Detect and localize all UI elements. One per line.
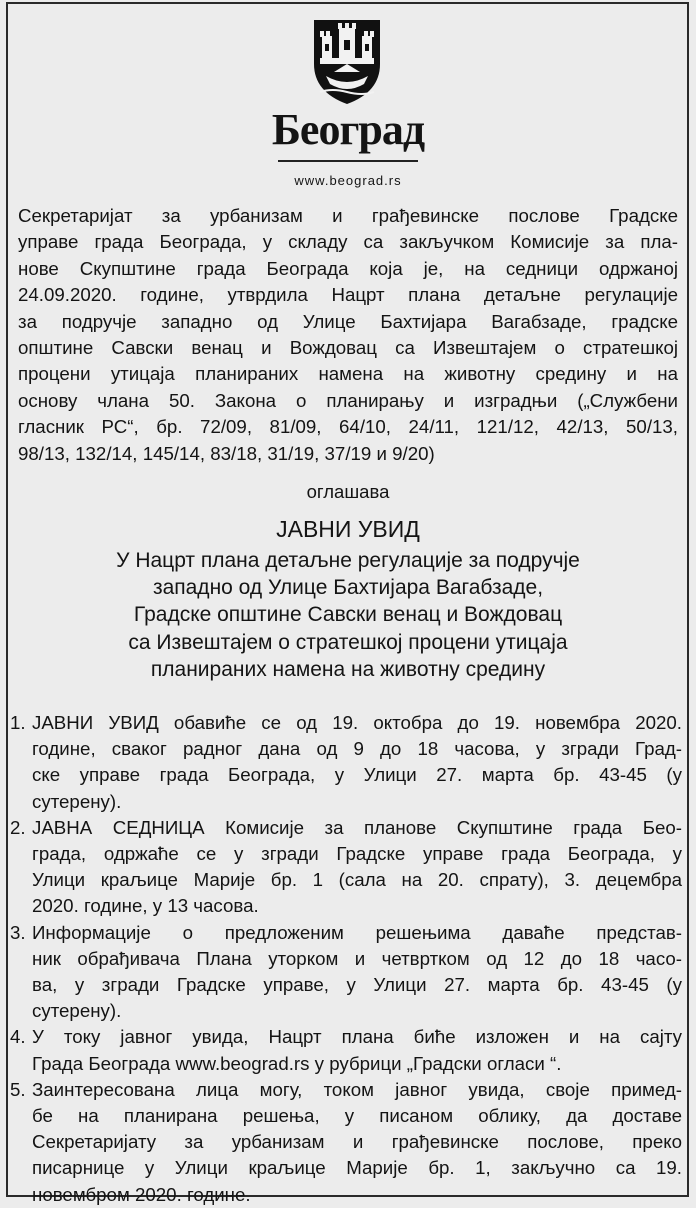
item-number: 2. — [10, 816, 26, 838]
subtitle-line: У Нацрт плана детаљне регулације за подручје — [116, 549, 580, 572]
item-line: Секретаријату за урбанизам и грађевинске послове, преко — [32, 1131, 682, 1153]
intro-line: управе града Београда, у складу са закључком Комисије за пла- — [18, 231, 678, 253]
list-item — [10, 920, 682, 1025]
notice-title: ЈАВНИ УВИД — [276, 516, 420, 542]
item-line: ва, у згради Градске управе, у Улици 27. марта бр. 43-45 (у — [32, 974, 682, 996]
list-item — [10, 710, 682, 815]
intro-paragraph — [18, 203, 678, 467]
item-line: новембром 2020. године. — [32, 1183, 251, 1205]
subtitle-line: са Извештајем о стратешкој процени утицаја — [128, 630, 568, 654]
item-line: Улици краљице Марије бр. 1 (сала на 20. спрату), 3. децембра — [32, 869, 682, 891]
item-line: Заинтересована лица могу, током јавног увида, своје примед- — [32, 1078, 682, 1100]
item-number: 1. — [10, 712, 26, 733]
notice-items-list — [10, 710, 682, 1208]
list-item — [10, 1024, 682, 1076]
item-line: сутерену). — [32, 790, 122, 812]
list-item — [10, 1077, 682, 1208]
intro-line: гласник РС“, бр. 72/09, 81/09, 64/10, 24/11, 121/12, 42/13, 50/13, — [18, 416, 678, 438]
subtitle-line: западно од Улице Бахтијара Вагабзаде, — [152, 576, 544, 600]
item-line: ЈАВНА СЕДНИЦА Комисије за планове Скупштине града Бео- — [32, 816, 682, 838]
intro-line: 24.09.2020. године, утврдила Нацрт плана детаљне регулације — [18, 284, 678, 306]
item-line: града, одржаће се у згради Градске управе града Београда, у — [32, 843, 682, 865]
item-number: 5. — [10, 1078, 26, 1100]
intro-line: општине Савски венац и Вождовац са Извештајем о стратешкој — [18, 337, 678, 359]
item-line: ник обрађивача Плана уторком и четвртком од 12 до 18 часо- — [32, 947, 682, 969]
item-line: ске управе града Београда, у Улици 27. марта бр. 43-45 (у — [32, 764, 682, 786]
announces-label: оглашава — [306, 481, 390, 502]
item-number: 4. — [10, 1026, 26, 1048]
intro-line: нове Скупштине града Београда која је, на седници одржаној — [18, 257, 678, 279]
item-number: 3. — [10, 921, 26, 943]
item-line: писарнице у Улици краљице Марије бр. 1, закључно са 19. — [32, 1157, 682, 1179]
subtitle-line: планираних намена на животну средину — [150, 657, 546, 681]
notice-subtitle — [0, 547, 696, 683]
item-line: године, сваког радног дана од 9 до 18 часова, у згради Град- — [32, 738, 682, 760]
item-line: бе на планирана решења, у писаном облику, да доставе — [32, 1105, 682, 1127]
intro-line: основу члана 50. Закона о планирању и изградњи („Службени — [18, 389, 678, 411]
brand-underline — [278, 160, 418, 162]
item-line: Информације о предложеним решењима даваће представ- — [32, 921, 682, 943]
list-item — [10, 815, 682, 920]
intro-line: за подручје западно од Улице Бахтијара Вагабзаде, градске — [18, 310, 678, 332]
subtitle-line: Градске општине Савски венац и Вождовац — [133, 603, 563, 627]
intro-line: процени утицаја планираних намена на животну средину и на — [18, 363, 678, 385]
item-line: сутерену). — [32, 1000, 122, 1022]
item-line: Града Београда www.beograd.rs у рубрици „Градски огласи “. — [32, 1052, 562, 1074]
intro-line: Секретаријат за урбанизам и грађевинске послове Градске — [18, 205, 678, 226]
city-brand-name: Београд — [271, 105, 425, 154]
item-line: 2020. године, у 13 часова. — [32, 895, 259, 917]
item-line: ЈАВНИ УВИД обавиће се од 19. октобра до 19. новембра 2020. — [32, 712, 682, 733]
intro-line: 98/13, 132/14, 145/14, 83/18, 31/19, 37/19 и 9/20) — [18, 442, 435, 464]
item-line: У току јавног увида, Нацрт плана биће изложен и на сајту — [32, 1026, 682, 1048]
belgrade-coat-of-arms-icon — [308, 14, 386, 106]
city-website: www.beograd.rs — [294, 173, 402, 188]
